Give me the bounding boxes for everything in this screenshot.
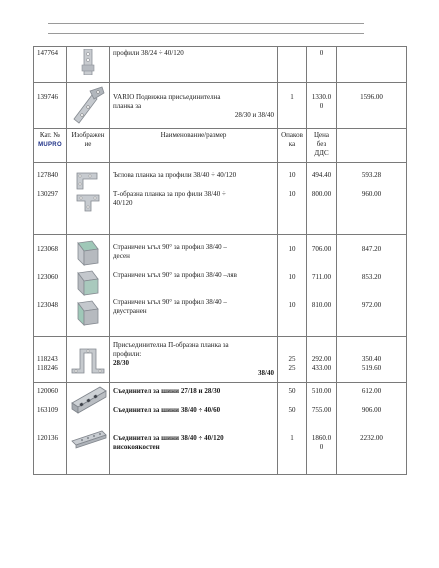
u-bracket-icon [70, 343, 106, 377]
table-row [34, 83, 407, 129]
name-cell: Съединител за шини 27/18 и 28/30 Съединител за шини 38/40 ÷ 40/60 Съединител за шини 38/40 ÷ 40/120 високоякостен [110, 383, 278, 475]
price-cell: 1330.0 0 [307, 83, 337, 129]
cat-no-cell: 120060 163109 120136 [34, 383, 67, 475]
header-cat-no: Кат. № MUPRO [34, 129, 67, 163]
header-name: Наименование/размер [110, 129, 278, 163]
cat-no-cell: 123068 123060 123048 [34, 235, 67, 337]
rail-connector-icon [70, 385, 108, 449]
price-vat-cell: 1596.00 [337, 83, 407, 129]
table-row [34, 47, 407, 83]
price-vat-cell: 350.40 519.60 [337, 337, 407, 383]
pack-cell [278, 47, 307, 83]
header-pack: Опаковка [278, 129, 307, 163]
price-vat-cell [337, 47, 407, 83]
image-cell [67, 83, 110, 129]
angle-bracket-icon [72, 239, 104, 331]
cat-no-cell: 127840 130297 [34, 163, 67, 235]
pack-cell: 10 10 10 [278, 235, 307, 337]
pack-cell: 50 50 1 [278, 383, 307, 475]
price-cell: 510.00 755.00 1860.0 0 [307, 383, 337, 475]
price-vat-cell: 612.00 906.00 2232.00 [337, 383, 407, 475]
price-vat-cell: 593.28 960.00 [337, 163, 407, 235]
image-cell [67, 163, 110, 235]
cat-no-cell: 139746 [34, 83, 67, 129]
angled-plate-icon [70, 85, 106, 125]
price-cell: 494.40 800.00 [307, 163, 337, 235]
name-cell: профили 38/24 ÷ 40/120 [110, 47, 278, 83]
table-row [34, 235, 407, 337]
table-row [34, 337, 407, 383]
mupro-logo: MUPRO [38, 142, 62, 148]
product-table [33, 46, 407, 475]
flat-plate-icon [73, 49, 103, 75]
cat-no-cell: 147764 [34, 47, 67, 83]
pack-cell: 1 [278, 83, 307, 129]
header-price-vat [337, 129, 407, 163]
header-price: Цена без ДДС [307, 129, 337, 163]
name-cell: Ъглова планка за профили 38/40 ÷ 40/120 Т-образна планка за про фили 38/40 ÷ 40/120 [110, 163, 278, 235]
price-cell: 0 [307, 47, 337, 83]
price-cell: 292.00 433.00 [307, 337, 337, 383]
table-row [34, 383, 407, 475]
image-cell [67, 235, 110, 337]
table-row [34, 163, 407, 235]
name-cell: VARIO Подвижна присъединителна планка за 28/30 и 38/40 [110, 83, 278, 129]
cat-no-cell: 118243 118246 [34, 337, 67, 383]
top-rule-2 [48, 33, 364, 34]
pack-cell: 10 10 [278, 163, 307, 235]
name-cell: Присъединителна П-образна планка за профили: 28/30 38/40 [110, 337, 278, 383]
image-cell [67, 337, 110, 383]
header-image: Изображение [67, 129, 110, 163]
price-cell: 706.00 711.00 810.00 [307, 235, 337, 337]
table-header-row [34, 129, 407, 163]
image-cell [67, 47, 110, 83]
price-vat-cell: 847.20 853.20 972.00 [337, 235, 407, 337]
top-rule-1 [48, 23, 364, 24]
corner-plate-icon [75, 169, 101, 213]
image-cell [67, 383, 110, 475]
name-cell: Страничен ъгъл 90° за профил 38/40 – десен Страничен ъгъл 90° за профил 38/40 –ляв Страничен ъгъл 90° за профил 38/40 – двустранен [110, 235, 278, 337]
pack-cell: 25 25 [278, 337, 307, 383]
